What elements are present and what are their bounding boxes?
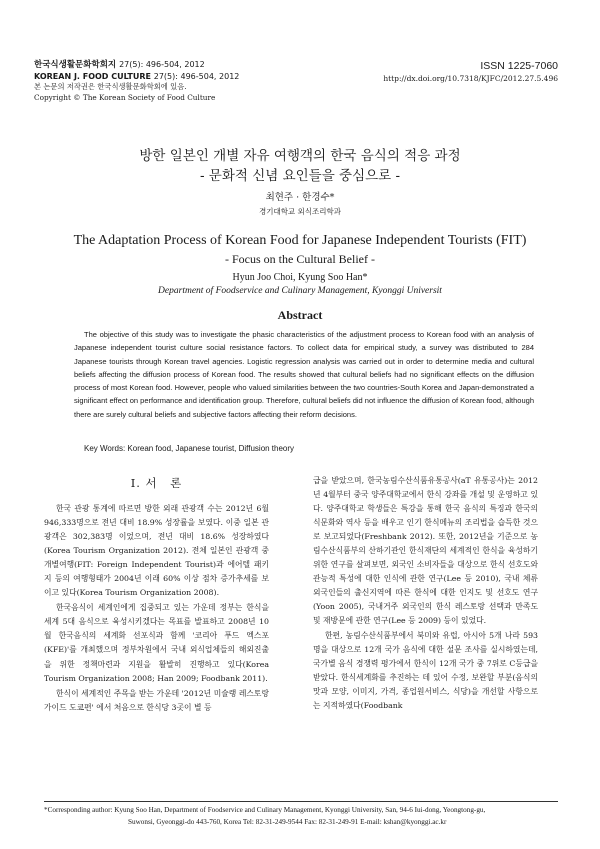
body-column-right <box>313 474 538 713</box>
keywords: Key Words: Korean food, Japanese tourist, Diffusion theory <box>84 444 295 453</box>
journal-volume-en: 27(5): 496-504, 2012 <box>153 72 240 81</box>
copyright-line: Copyright © The Korean Society of Food Culture <box>34 92 216 102</box>
body-paragraph: 한국음식이 세계인에게 집중되고 있는 가운데 정부는 한식을 세계 5대 음식으로 육성시키겠다는 목표를 발표하고 2008년 10월 한국음식의 세계화 선포식과 함께 '코리아 푸드 엑스포(KFE)'를 개최했으며 정부차원에서 국내 외식업체들의 해외진출을 위한 정책마련과 지원을 활발히 진행하고 있다(Korea Tourism Organization 2008; Han 2009; Foodbank 2011). <box>44 603 269 683</box>
authors-english: Hyun Joo Choi, Kyung Soo Han* <box>232 272 368 283</box>
title-english: The Adaptation Process of Korean Food for Japanese Independent Tourists (FIT) <box>73 233 527 248</box>
footnote-line: *Corresponding author: Kyung Soo Han, Department of Foodservice and Culinary Management, Kyonggi University, San, 94-6 Iui-dong, Yeongtong-gu, <box>44 806 486 814</box>
journal-name-ko: 한국식생활문화학회지 27(5): 496-504, 2012 <box>34 60 205 70</box>
affiliation-english: Department of Foodservice and Culinary Management, Kyonggi Universit <box>158 286 442 296</box>
copyright-note-ko: 본 논문의 저작권은 한국식생활문화학회에 있음. <box>34 82 187 91</box>
body-paragraph: 한국 관광 통계에 따르면 방한 외래 관광객 수는 2012년 6월 946,333명으로 전년 대비 18.9% 성장률을 보였다. 이중 일본 관광객은 302,383명 이었으며, 전년 대비 18.6% 성장하였다(Korea Tourism Organization 2012). 전체 일본인 관광객 중 개별여행(FIT: Foreign Independent Tourist)과 에어텔 패키지 등의 여행형태가 2004년 이래 60% 이상 점차 증가추세를 보이고 있다(Korea Tourism Organization 2008). <box>44 504 269 598</box>
subtitle-english: - Focus on the Cultural Belief - <box>225 252 375 266</box>
journal-name-en: KOREAN J. FOOD CULTURE 27(5): 496-504, 2012 <box>34 72 240 81</box>
issn-block <box>328 59 558 85</box>
body-paragraph: 한식이 세계적인 주목을 받는 가운데 '2012년 미슐랭 레스토랑 가이드 도쿄편' 에서 처음으로 한식당 3곳이 별 등 <box>44 688 269 712</box>
body-column-left <box>44 472 269 715</box>
title-korean: 방한 일본인 개별 자유 여행객의 한국 음식의 적응 과정 <box>139 148 461 164</box>
issn: ISSN 1225-7060 <box>480 60 558 72</box>
journal-header <box>34 59 364 103</box>
section-heading-introduction: I. 서 론 <box>130 476 183 490</box>
corresponding-author-footnote <box>44 804 558 828</box>
journal-volume-ko: 27(5): 496-504, 2012 <box>119 60 205 69</box>
abstract-body: The objective of this study was to investigate the phasic characteristics of the adjustment process to Korean food with an analysis of Japanese independent tourist culture social resistance factors. To collect data for empirical study, a survey was distributed to 284 Japanese tourists through Korean travel agencies. Logistic regression analysis was carried out in order to determine media and cultural beliefs affecting the diffusion process of Korean food. The results showed that cultural beliefs had no significant effects on the diffusion process of most Korean food. However, people who valued similarities between the two countries-South Korea and Japan-demonstrated a significant effect on performance and identification group. Therefore, cultural beliefs did not influence the diffusion of Korean food, although there are surely cultural beliefs and subjective factors affecting their reform decisions. <box>74 330 534 419</box>
affiliation-korean: 경기대학교 외식조리학과 <box>258 207 342 216</box>
doi-link[interactable]: http://dx.doi.org/10.7318/KJFC/2012.27.5.496 <box>383 74 558 83</box>
authors-korean: 최현주 · 한경수* <box>265 192 335 203</box>
body-paragraph: 급을 받았으며, 한국농림수산식품유통공사(aT 유통공사)는 2012년 4월부터 중국 양주대학교에서 한식 강좌를 개설 및 운영하고 있다. 양주대학교 학생들은 특강을 통해 한국 음식의 특징과 한국의 식문화와 역사 등을 배우고 인기 한식메뉴의 조리법을 습득한 것으로 보고되었다(Freshbank 2012). 또한, 2012년을 기준으로 농림수산식품부의 산하기관인 한식재단의 세계적인 한식을 육성하기 위한 연구를 살펴보면, 외국인 소비자들을 대상으로 한식 선호도와 관능적 특성에 대한 인식에 관한 연구(Lee 등 2010), 국내 체류 외국인들의 출신지역에 따른 한식에 대한 인지도 및 선호도 연구(Yoon 2005), 국내거주 외국인의 한식 레스토랑 선택과 만족도 및 재방문에 관한 연구(Lee 등 2009) 등이 있었다. <box>313 476 538 626</box>
abstract-heading: Abstract <box>277 308 323 322</box>
body-paragraph: 한편, 농림수산식품부에서 북미와 유럽, 아시아 5개 나라 593명을 대상으로 12개 국가 음식에 대한 설문 조사를 실시하였는데, 국가별 음식 경쟁력 평가에서 한식이 12개 국가 중 7위로 C등급을 받았다. 한식세계화를 추진하는 데 있어 수정, 보완할 부분(음식의 맛과 모양, 이미지, 가격, 종업원서비스, 식당)을 개선할 사항으로는 지적하였다(Foodbank <box>313 630 538 710</box>
footnote-divider <box>44 801 558 802</box>
footnote-line: Suwonsi, Gyeonggi-do 443-760, Korea Tel: 82-31-249-9544 Fax: 82-31-249-91 E-mail: kshan@kyonggi.ac.kr <box>128 818 447 826</box>
subtitle-korean: - 문화적 신념 요인들을 중심으로 - <box>199 168 401 184</box>
